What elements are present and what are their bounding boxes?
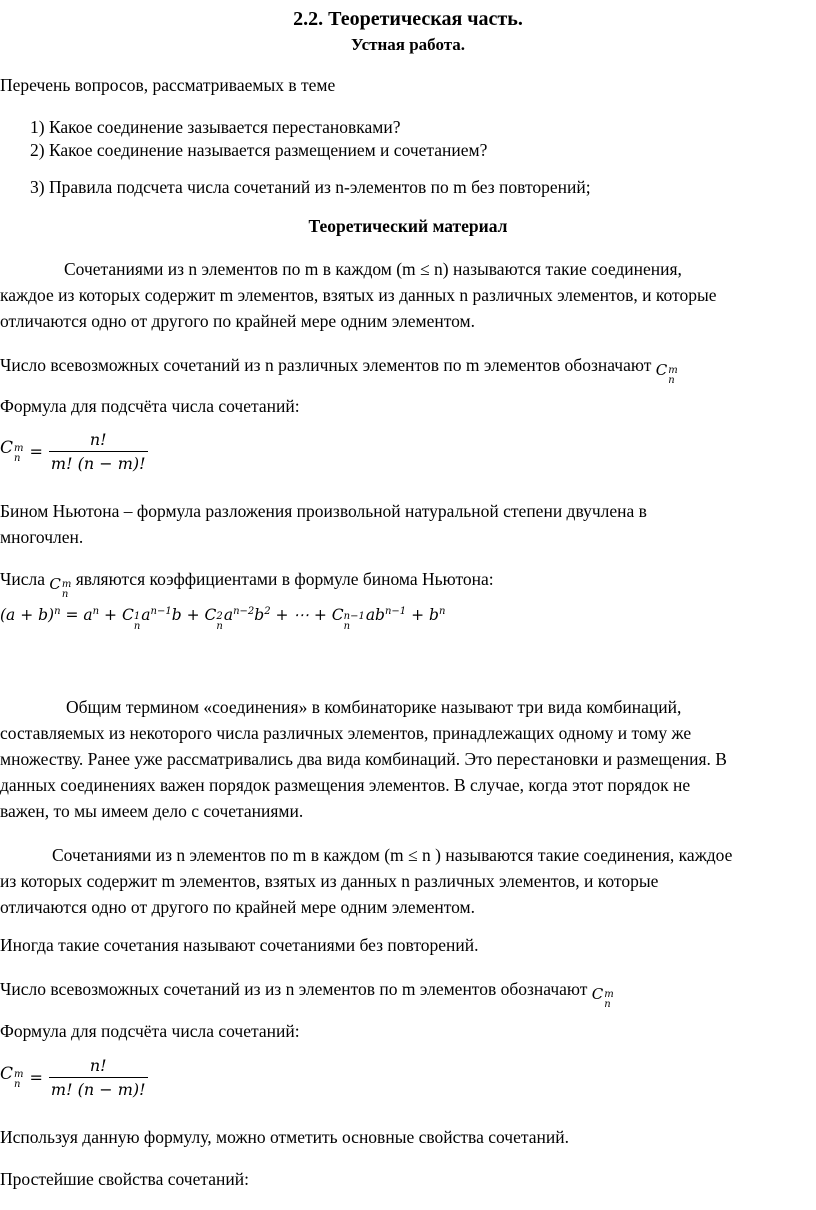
formula2-numerator: n! bbox=[89, 1056, 107, 1075]
properties-intro: Используя данную формулу, можно отметить основные свойства сочетаний. bbox=[0, 1127, 569, 1147]
general-line-2: составляемых из некоторого числа различных элементов, принадлежащих одному и тому же bbox=[0, 723, 692, 743]
formula2-fraction bbox=[49, 1056, 148, 1099]
definition2-line-1: Сочетаниями из n элементов по m в каждом (m ≤ n ) называются такие соединения, каждое bbox=[52, 845, 733, 865]
combination-formula-2 bbox=[0, 1056, 148, 1099]
definition-line-2: каждое из которых содержит m элементов, взятых из данных n различных элементов, и которые bbox=[0, 285, 717, 305]
formula-numerator: n! bbox=[89, 430, 107, 449]
formula-denominator: m! (n − m)! bbox=[49, 451, 148, 473]
coefficients-text bbox=[0, 566, 494, 600]
formula-fraction bbox=[49, 430, 148, 473]
formula-lhs: C m n bbox=[0, 437, 24, 464]
coefficients-pre: Числа bbox=[0, 569, 46, 589]
formula2-denominator: m! (n − m)! bbox=[49, 1077, 148, 1099]
combination-symbol-inline: C m n bbox=[49, 575, 72, 600]
question-3: 3) Правила подсчета числа сочетаний из n-элементов по m без повторений; bbox=[30, 177, 591, 197]
definition-line-3: отличаются одно от другого по крайней мере одним элементом. bbox=[0, 311, 476, 331]
definition2-line-3: отличаются одно от другого по крайней мере одним элементом. bbox=[0, 897, 476, 917]
general-line-1: Общим термином «соединения» в комбинаторике называют три вида комбинаций, bbox=[66, 697, 682, 717]
theory-heading: Теоретический материал bbox=[308, 216, 508, 236]
question-2: 2) Какое соединение называется размещением и сочетанием? bbox=[30, 140, 488, 160]
combination-formula bbox=[0, 430, 148, 473]
formula2-equals: = bbox=[29, 1068, 43, 1087]
combination-symbol-2: C m n bbox=[591, 985, 614, 1010]
count-text-2-label: Число всевозможных сочетаний из из n элементов по m элементов обозначают bbox=[0, 979, 588, 999]
general-line-3: множеству. Ранее уже рассматривались два вида комбинаций. Это перестановки и размещения. В bbox=[0, 749, 727, 769]
binomial-formula: $(a + b)^n = a^n + C$ 1 n $a^{n-1}b + C$ 2 n $a^{n-2}b^2$ + ⋯ + C n−1 n $ab^{n-1} + b^n$ bbox=[0, 606, 446, 633]
formula-label: Формула для подсчёта числа сочетаний: bbox=[0, 396, 300, 416]
definition-line-1: Сочетаниями из n элементов по m в каждом (m ≤ n) называются такие соединения, bbox=[64, 259, 682, 279]
coefficients-post: являются коэффициентами в формуле бинома Ньютона: bbox=[75, 569, 494, 589]
combination-symbol: C m n bbox=[655, 361, 678, 386]
no-repeat-text: Иногда такие сочетания называют сочетаниями без повторений. bbox=[0, 935, 479, 955]
binom-text-line-1: Бином Ньютона – формула разложения произвольной натуральной степени двучлена в bbox=[0, 501, 647, 521]
properties-heading: Простейшие свойства сочетаний: bbox=[0, 1169, 249, 1189]
formula-label-2: Формула для подсчёта числа сочетаний: bbox=[0, 1021, 300, 1041]
count-text-2 bbox=[0, 976, 614, 1010]
section-subtitle: Устная работа. bbox=[350, 35, 466, 54]
question-1: 1) Какое соединение зазывается перестановками? bbox=[30, 117, 401, 137]
formula-equals: = bbox=[29, 442, 43, 461]
questions-intro: Перечень вопросов, рассматриваемых в теме bbox=[0, 75, 336, 95]
section-title: 2.2. Теоретическая часть. bbox=[293, 8, 523, 30]
formula2-lhs: C m n bbox=[0, 1063, 24, 1090]
definition2-line-2: из которых содержит m элементов, взятых из данных n различных элементов, и которые bbox=[0, 871, 659, 891]
general-line-5: важен, то мы имеем дело с сочетаниями. bbox=[0, 801, 304, 821]
count-text bbox=[0, 352, 678, 386]
count-text-label: Число всевозможных сочетаний из n различных элементов по m элементов обозначают bbox=[0, 355, 652, 375]
binom-text-line-2: многочлен. bbox=[0, 527, 84, 547]
general-line-4: данных соединениях важен порядок размещения элементов. В случае, когда этот порядок не bbox=[0, 775, 691, 795]
